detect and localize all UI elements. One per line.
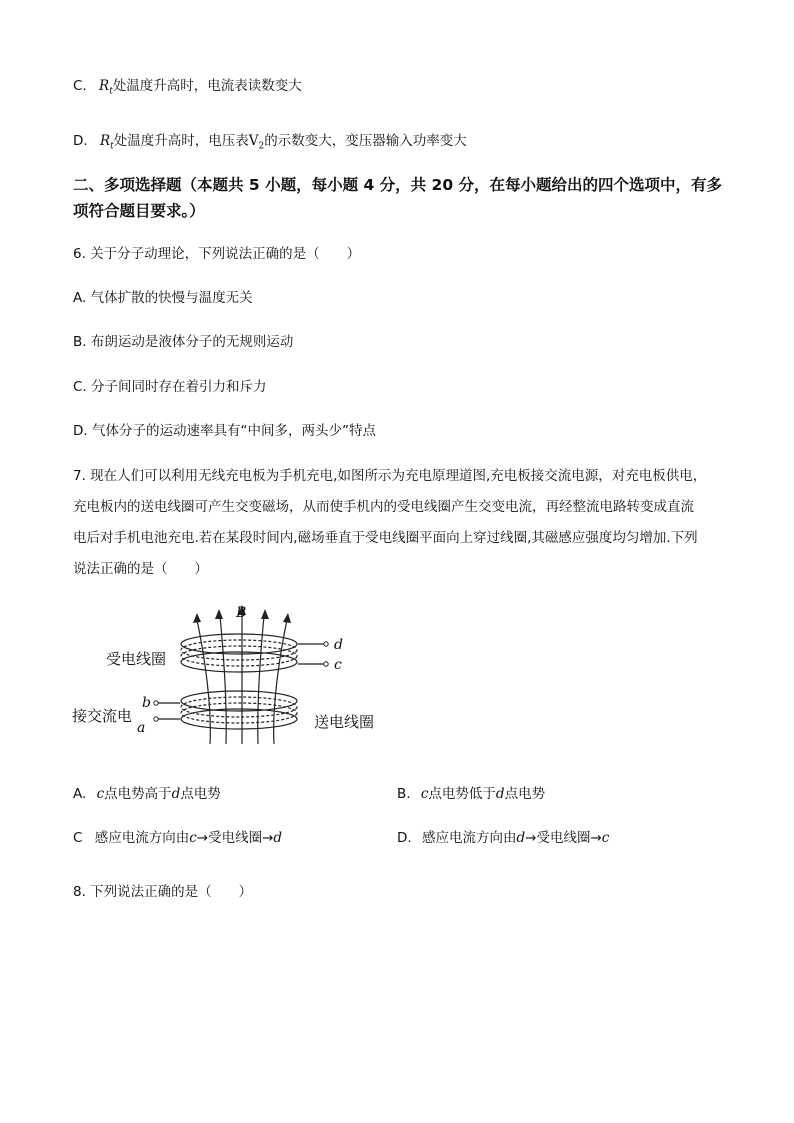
- q6-stem: 6. 关于分子动理论，下列说法正确的是（ ）: [73, 246, 361, 262]
- terminal-b-dot: [154, 701, 158, 705]
- q6-option-b: B. 布朗运动是液体分子的无规则运动: [73, 334, 294, 350]
- terminal-d-dot: [324, 642, 328, 646]
- q5-option-d-meter-sub: 2: [258, 141, 265, 152]
- q7-option-b-p1: c: [420, 786, 429, 802]
- q7-stem-line4: 说法正确的是（ ）: [73, 561, 208, 577]
- q7-option-a: [73, 782, 221, 802]
- q7-option-c-pre: 感应电流方向由: [94, 830, 190, 846]
- q7-option-d-p2: c: [601, 830, 610, 846]
- q5-option-c-var: R: [99, 78, 110, 94]
- q7-option-d-mid: →受电线圈→: [525, 830, 602, 846]
- q7-option-c: [73, 826, 282, 846]
- terminal-d-label: d: [334, 637, 343, 653]
- q5-option-d-var-sub: t: [110, 141, 114, 152]
- q7-option-c-p2: d: [273, 830, 283, 846]
- q7-option-d: [397, 826, 609, 846]
- q5-option-d-meter: V: [248, 133, 259, 149]
- q7-option-d-p1: d: [516, 830, 526, 846]
- q7-stem-line1: 7. 现在人们可以利用无线充电板为手机充电,如图所示为充电原理道图,充电板接交流电源，对充电板供电，: [73, 468, 707, 484]
- q7-option-c-p1: c: [189, 830, 197, 846]
- q7-option-b: [397, 782, 545, 802]
- terminal-c-dot: [324, 662, 328, 666]
- q7-option-a-end: 点电势: [180, 786, 221, 802]
- q7-stem-line3: 电后对手机电池充电.若在某段时间内,磁场垂直于受电线圈平面向上穿过线圈,其磁感应强度均匀增加.下列: [73, 530, 698, 546]
- q7-option-d-label: D.: [397, 830, 412, 846]
- terminal-c-label: c: [334, 657, 342, 673]
- q7-option-b-label: B.: [397, 786, 411, 802]
- q7-option-c-label: C: [73, 830, 83, 846]
- q6-option-c: C. 分子间同时存在着引力和斥力: [73, 379, 267, 395]
- terminal-b-label: b: [142, 695, 151, 711]
- q7-stem-line2: 充电板内的送电线圈可产生交变磁场，从而使手机内的受电线圈产生交变电流，再经整流电路转变成直流: [73, 499, 694, 515]
- q7-option-d-pre: 感应电流方向由: [421, 830, 517, 846]
- section-heading-line2: 项符合题目要求。）: [73, 202, 205, 220]
- ac-source-label: 接交流电: [72, 707, 133, 725]
- section-heading-line1: 二、多项选择题（本题共 5 小题，每小题 4 分，共 20 分，在每小题给出的四个选项中，有多: [73, 176, 723, 194]
- q7-option-b-end: 点电势: [504, 786, 546, 802]
- q7-option-a-label: A.: [73, 786, 87, 802]
- q7-option-a-p2: d: [171, 786, 181, 802]
- q5-option-d-text-b: 的示数变大，变压器输入功率变大: [264, 133, 467, 149]
- field-lines: [197, 612, 287, 744]
- q5-option-c-label: C.: [73, 78, 87, 94]
- q6-option-a: A. 气体扩散的快慢与温度无关: [73, 290, 253, 306]
- q5-option-c-text: 处温度升高时，电流表读数变大: [112, 78, 302, 94]
- receiver-coil: [181, 634, 297, 672]
- q7-option-b-mid: 点电势低于: [428, 786, 496, 802]
- field-label-b: B: [236, 605, 247, 621]
- q7-option-b-p2: d: [495, 786, 505, 802]
- transmitter-coil: [181, 691, 297, 729]
- q7-option-a-mid: 点电势高于: [104, 786, 172, 802]
- terminal-a-label: a: [137, 720, 146, 736]
- q5-option-d-label: D.: [73, 133, 88, 149]
- q5-option-d-var: R: [99, 133, 111, 149]
- q5-option-c: [73, 74, 302, 97]
- coil-diagram: [62, 598, 392, 750]
- q7-option-c-mid: →受电线圈→: [196, 830, 274, 846]
- receiver-coil-label: 受电线圈: [106, 650, 167, 668]
- q5-option-c-var-sub: t: [109, 86, 113, 97]
- q7-option-a-p1: c: [96, 786, 105, 802]
- terminal-a-dot: [154, 717, 158, 721]
- q5-option-d-text-a: 处温度升高时，电压表: [113, 133, 249, 149]
- transmitter-coil-label: 送电线圈: [314, 713, 375, 731]
- q8-stem: 8. 下列说法正确的是（ ）: [73, 884, 253, 900]
- q6-option-d: D. 气体分子的运动速率具有“中间多，两头少”特点: [73, 423, 376, 439]
- q5-option-d: [73, 129, 467, 152]
